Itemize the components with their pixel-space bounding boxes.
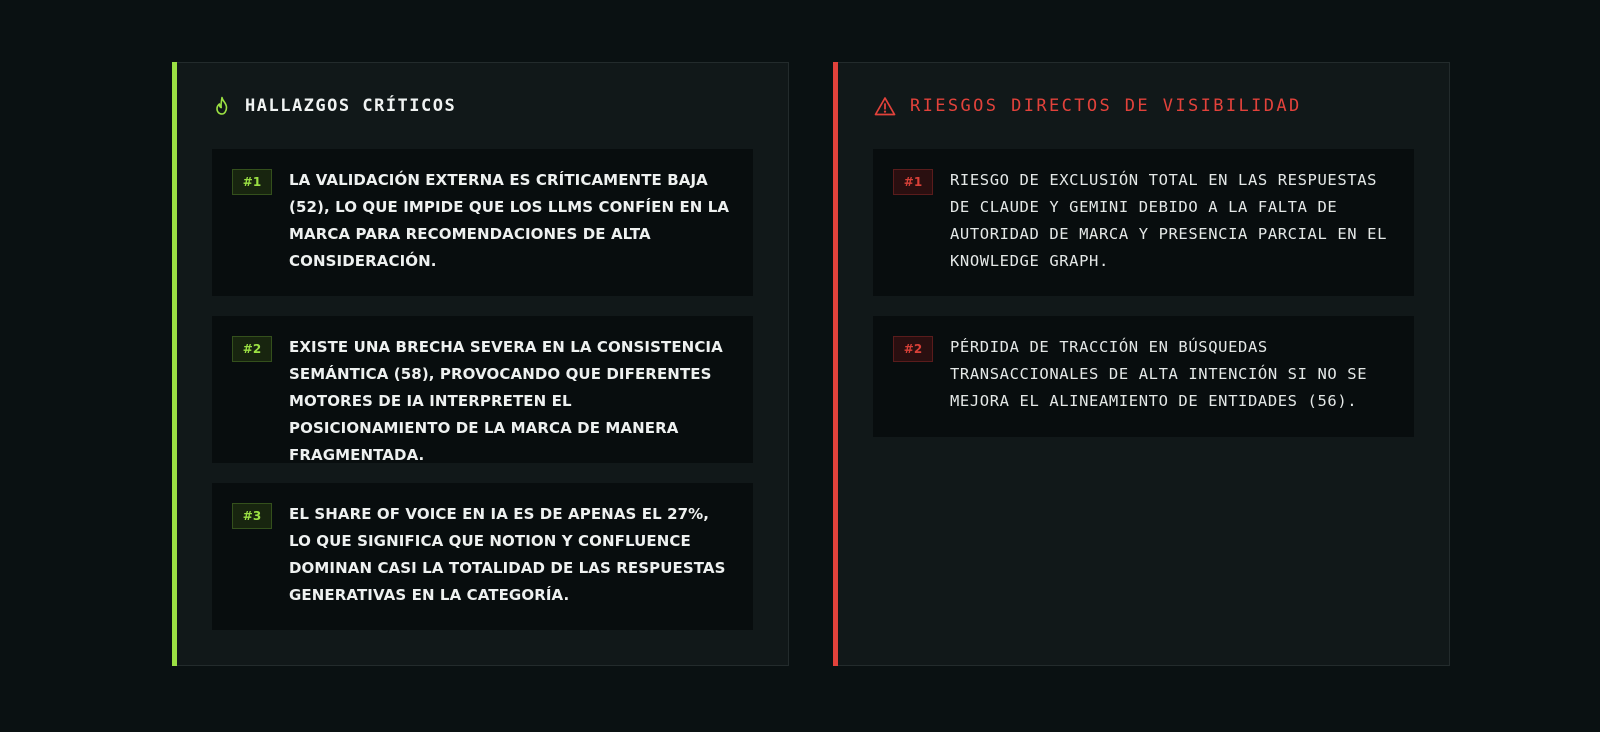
risks-title: RIESGOS DIRECTOS DE VISIBILIDAD [910,96,1302,116]
finding-text: EL SHARE OF VOICE EN IA ES DE APENAS EL 27%, LO QUE SIGNIFICA QUE NOTION Y CONFLUENCE DOMINAN CASI LA TOTALIDAD DE LAS RESPUESTAS GENERATIVAS EN LA CATEGORÍA. [289,505,726,604]
findings-accent-bar [172,62,177,666]
risks-panel [833,62,1450,666]
warning-icon [874,96,896,116]
finding-text: EXISTE UNA BRECHA SEVERA EN LA CONSISTENCIA SEMÁNTICA (58), PROVOCANDO QUE DIFERENTES MOTORES DE IA INTERPRETEN EL POSICIONAMIENTO DE LA MARCA DE MANERA FRAGMENTADA. [289,338,723,464]
findings-title: HALLAZGOS CRÍTICOS [245,96,457,116]
risks-list [873,149,1414,457]
flame-icon [213,96,231,116]
finding-card [212,316,753,463]
finding-text: LA VALIDACIÓN EXTERNA ES CRÍTICAMENTE BAJA (52), LO QUE IMPIDE QUE LOS LLMS CONFÍEN EN LA MARCA PARA RECOMENDACIONES DE ALTA CONSIDERACIÓN. [289,171,730,270]
finding-number-badge: #1 [232,169,272,195]
findings-panel [172,62,789,666]
risk-number-badge: #2 [893,336,933,362]
risk-number-badge: #1 [893,169,933,195]
findings-header [213,93,456,119]
risk-text: PÉRDIDA DE TRACCIÓN EN BÚSQUEDAS TRANSACCIONALES DE ALTA INTENCIÓN SI NO SE MEJORA EL ALINEAMIENTO DE ENTIDADES (56). [950,338,1368,410]
findings-list [212,149,753,650]
finding-number-badge: #2 [232,336,272,362]
finding-number-badge: #3 [232,503,272,529]
risks-header [874,93,1302,119]
risk-card [873,316,1414,437]
risk-text: RIESGO DE EXCLUSIÓN TOTAL EN LAS RESPUESTAS DE CLAUDE Y GEMINI DEBIDO A LA FALTA DE AUTORIDAD DE MARCA Y PRESENCIA PARCIAL EN EL KNOWLEDGE GRAPH. [950,171,1387,270]
finding-card [212,149,753,296]
finding-card [212,483,753,630]
report-panels [172,62,1450,666]
risks-accent-bar [833,62,838,666]
risk-card [873,149,1414,296]
